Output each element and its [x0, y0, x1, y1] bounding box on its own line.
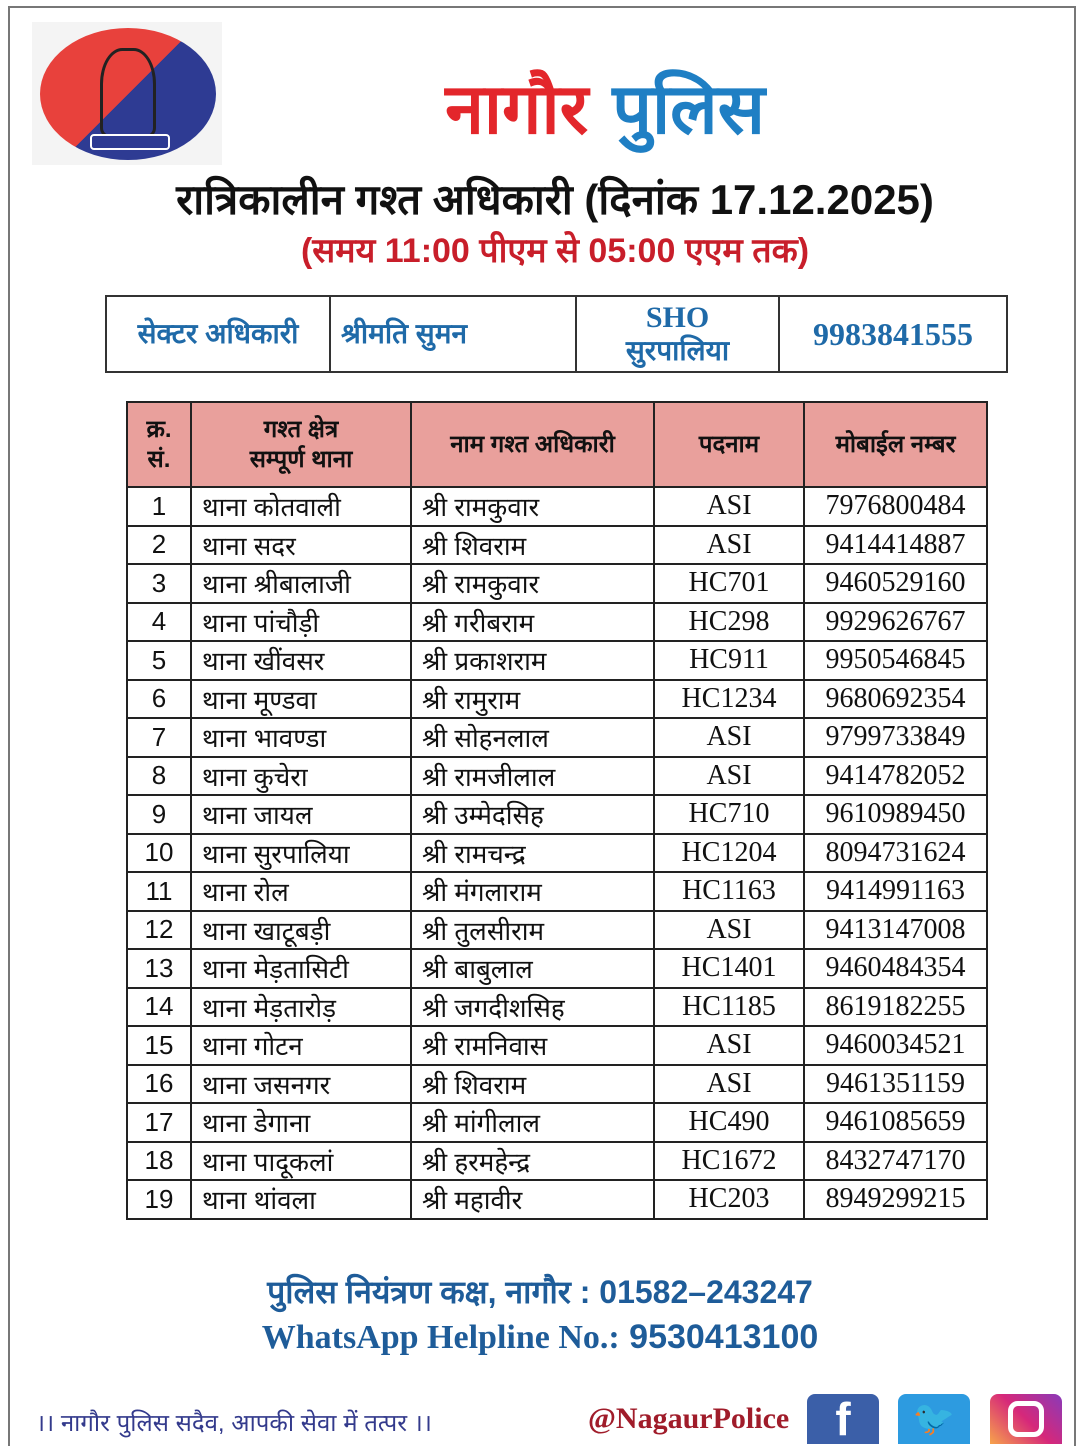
- cell-mobile: 8619182255: [804, 988, 987, 1027]
- cell-mobile: 9414991163: [804, 872, 987, 911]
- cell-post: HC1185: [654, 988, 804, 1027]
- cell-mobile: 9460484354: [804, 949, 987, 988]
- cell-officer: श्री मंगलाराम: [411, 872, 654, 911]
- time-range: (समय 11:00 पीएम से 05:00 एएम तक): [300, 232, 810, 270]
- table-row: [127, 718, 987, 757]
- sector-post: SHO: [645, 300, 710, 334]
- cell-sno: 19: [127, 1180, 191, 1219]
- table-row: [127, 526, 987, 565]
- cell-post: HC298: [654, 603, 804, 642]
- cell-area: थाना गोटन: [191, 1026, 411, 1065]
- table-row: [127, 834, 987, 873]
- cell-mobile: 9929626767: [804, 603, 987, 642]
- cell-area: थाना सुरपालिया: [191, 834, 411, 873]
- cell-area: थाना श्रीबालाजी: [191, 564, 411, 603]
- cell-post: ASI: [654, 487, 804, 526]
- cell-officer: श्री रामकुवार: [411, 564, 654, 603]
- cell-mobile: 9461351159: [804, 1065, 987, 1104]
- sector-name: श्रीमति सुमन: [331, 297, 577, 371]
- cell-officer: श्री रामनिवास: [411, 1026, 654, 1065]
- sector-label: सेक्टर अधिकारी: [107, 297, 331, 371]
- cell-mobile: 9413147008: [804, 911, 987, 950]
- cell-post: HC490: [654, 1103, 804, 1142]
- table-row: [127, 1142, 987, 1181]
- header-post: पदनाम: [654, 402, 804, 487]
- cell-area: थाना डेगाना: [191, 1103, 411, 1142]
- cell-post: HC1234: [654, 680, 804, 719]
- cell-sno: 12: [127, 911, 191, 950]
- social-handle: @NagaurPolice: [588, 1402, 790, 1435]
- header-area: गश्त क्षेत्र सम्पूर्ण थाना: [191, 402, 411, 487]
- table-row: [127, 1026, 987, 1065]
- control-room: पुलिस नियंत्रण कक्ष, नागौर : 01582–243247: [267, 1274, 813, 1310]
- cell-officer: श्री उम्मेदसिह: [411, 795, 654, 834]
- cell-post: HC1672: [654, 1142, 804, 1181]
- table-row: [127, 1065, 987, 1104]
- cell-sno: 10: [127, 834, 191, 873]
- cell-post: ASI: [654, 911, 804, 950]
- cell-post: HC1163: [654, 872, 804, 911]
- cell-sno: 11: [127, 872, 191, 911]
- cell-sno: 6: [127, 680, 191, 719]
- cell-area: थाना कुचेरा: [191, 757, 411, 796]
- cell-post: HC1204: [654, 834, 804, 873]
- table-row: [127, 988, 987, 1027]
- cell-mobile: 9414782052: [804, 757, 987, 796]
- cell-area: थाना सदर: [191, 526, 411, 565]
- cell-officer: श्री जगदीशसिह: [411, 988, 654, 1027]
- cell-officer: श्री रामकुवार: [411, 487, 654, 526]
- cell-officer: श्री बाबुलाल: [411, 949, 654, 988]
- cell-officer: श्री रामजीलाल: [411, 757, 654, 796]
- title-police: पुलिस: [612, 70, 765, 148]
- cell-sno: 14: [127, 988, 191, 1027]
- sector-officer-box: [105, 295, 1008, 373]
- page-title: [0, 58, 1080, 154]
- cell-sno: 8: [127, 757, 191, 796]
- whatsapp-number: 9530413100: [629, 1318, 819, 1356]
- cell-area: थाना खाटूबड़ी: [191, 911, 411, 950]
- table-row: [127, 680, 987, 719]
- cell-post: ASI: [654, 526, 804, 565]
- cell-mobile: 9460529160: [804, 564, 987, 603]
- table-header: [127, 402, 987, 487]
- cell-officer: श्री हरमहेन्द्र: [411, 1142, 654, 1181]
- sector-station: सुरपालिया: [625, 335, 730, 367]
- cell-officer: श्री शिवराम: [411, 526, 654, 565]
- cell-sno: 7: [127, 718, 191, 757]
- table-row: [127, 872, 987, 911]
- cell-officer: श्री महावीर: [411, 1180, 654, 1219]
- cell-officer: श्री रामुराम: [411, 680, 654, 719]
- title-nagaur: नागौर: [445, 70, 589, 148]
- cell-mobile: 8949299215: [804, 1180, 987, 1219]
- table-row: [127, 757, 987, 796]
- cell-sno: 3: [127, 564, 191, 603]
- cell-sno: 15: [127, 1026, 191, 1065]
- cell-post: ASI: [654, 1026, 804, 1065]
- cell-sno: 2: [127, 526, 191, 565]
- table-row: [127, 603, 987, 642]
- cell-officer: श्री सोहनलाल: [411, 718, 654, 757]
- cell-area: थाना पादूकलां: [191, 1142, 411, 1181]
- cell-area: थाना मेड़तासिटी: [191, 949, 411, 988]
- sector-mobile: 9983841555: [813, 315, 973, 352]
- cell-area: थाना मूण्डवा: [191, 680, 411, 719]
- cell-sno: 5: [127, 641, 191, 680]
- instagram-icon[interactable]: [990, 1394, 1062, 1444]
- cell-sno: 13: [127, 949, 191, 988]
- cell-mobile: 9950546845: [804, 641, 987, 680]
- cell-post: HC710: [654, 795, 804, 834]
- cell-sno: 9: [127, 795, 191, 834]
- cell-post: HC203: [654, 1180, 804, 1219]
- cell-area: थाना खींवसर: [191, 641, 411, 680]
- cell-mobile: 9799733849: [804, 718, 987, 757]
- header-officer: नाम गश्त अधिकारी: [411, 402, 654, 487]
- whatsapp-label: WhatsApp Helpline No.:: [261, 1319, 620, 1356]
- twitter-icon[interactable]: 🐦: [898, 1394, 970, 1444]
- cell-mobile: 9610989450: [804, 795, 987, 834]
- cell-officer: श्री शिवराम: [411, 1065, 654, 1104]
- cell-officer: श्री रामचन्द्र: [411, 834, 654, 873]
- table-row: [127, 795, 987, 834]
- cell-sno: 17: [127, 1103, 191, 1142]
- cell-area: थाना पांचौड़ी: [191, 603, 411, 642]
- table-row: [127, 564, 987, 603]
- cell-mobile: 8432747170: [804, 1142, 987, 1181]
- cell-post: ASI: [654, 757, 804, 796]
- cell-post: HC1401: [654, 949, 804, 988]
- table-row: [127, 1180, 987, 1219]
- header-sno: क्र. सं.: [127, 402, 191, 487]
- cell-post: HC701: [654, 564, 804, 603]
- cell-mobile: 9414414887: [804, 526, 987, 565]
- cell-mobile: 7976800484: [804, 487, 987, 526]
- header-mobile: मोबाईल नम्बर: [804, 402, 987, 487]
- cell-officer: श्री गरीबराम: [411, 603, 654, 642]
- cell-mobile: 8094731624: [804, 834, 987, 873]
- cell-area: थाना भावण्डा: [191, 718, 411, 757]
- table-row: [127, 641, 987, 680]
- cell-officer: श्री तुलसीराम: [411, 911, 654, 950]
- table-row: [127, 911, 987, 950]
- cell-sno: 4: [127, 603, 191, 642]
- subtitle: रात्रिकालीन गश्त अधिकारी (दिनांक 17.12.2025): [176, 176, 934, 223]
- cell-sno: 18: [127, 1142, 191, 1181]
- cell-post: HC911: [654, 641, 804, 680]
- table-row: [127, 1103, 987, 1142]
- facebook-icon[interactable]: f: [807, 1394, 879, 1444]
- cell-sno: 16: [127, 1065, 191, 1104]
- whatsapp-helpline: [0, 1318, 1080, 1357]
- cell-sno: 1: [127, 487, 191, 526]
- cell-area: थाना थांवला: [191, 1180, 411, 1219]
- cell-post: ASI: [654, 718, 804, 757]
- cell-post: ASI: [654, 1065, 804, 1104]
- cell-mobile: 9461085659: [804, 1103, 987, 1142]
- cell-area: थाना जायल: [191, 795, 411, 834]
- cell-officer: श्री प्रकाशराम: [411, 641, 654, 680]
- cell-area: थाना जसनगर: [191, 1065, 411, 1104]
- sector-designation: [577, 297, 780, 371]
- cell-mobile: 9460034521: [804, 1026, 987, 1065]
- motto: ।। नागौर पुलिस सदैव, आपकी सेवा में तत्पर ।।: [36, 1410, 432, 1437]
- patrol-table: [126, 401, 988, 1220]
- cell-area: थाना रोल: [191, 872, 411, 911]
- cell-mobile: 9680692354: [804, 680, 987, 719]
- cell-area: थाना मेड़तारोड़: [191, 988, 411, 1027]
- cell-officer: श्री मांगीलाल: [411, 1103, 654, 1142]
- cell-area: थाना कोतवाली: [191, 487, 411, 526]
- table-row: [127, 487, 987, 526]
- table-row: [127, 949, 987, 988]
